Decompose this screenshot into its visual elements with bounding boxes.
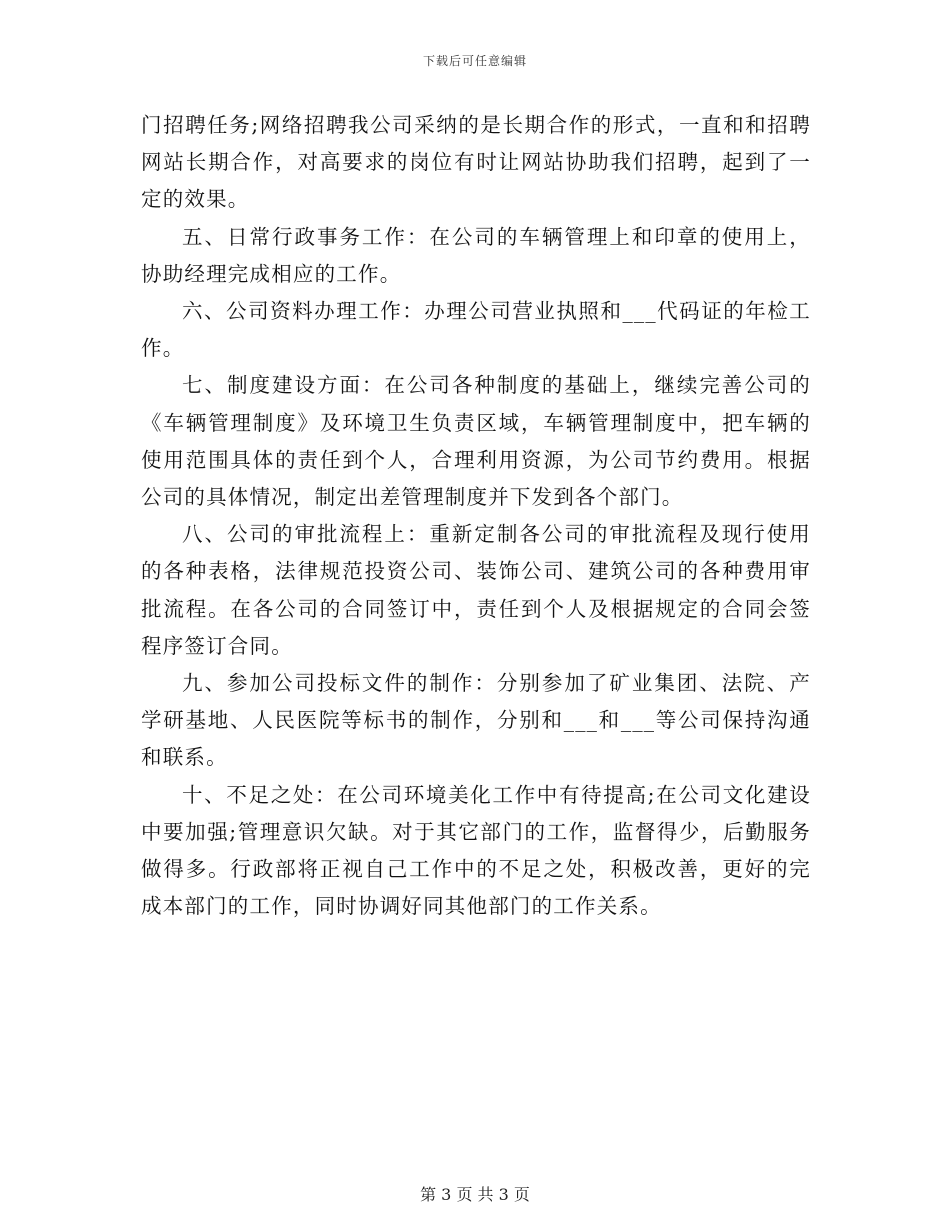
page-number: 第 3 页 共 3 页 [420, 1185, 530, 1204]
paragraph-section-7: 七、制度建设方面：在公司各种制度的基础上，继续完善公司的《车辆管理制度》及环境卫生负责区域，车辆管理制度中，把车辆的使用范围具体的责任到个人，合理利用资源，为公司节约费用。根据公司的具体情况，制定出差管理制度并下发到各个部门。 [141, 373, 811, 510]
paragraph-section-9: 九、参加公司投标文件的制作：分别参加了矿业集团、法院、产学研基地、人民医院等标书的制作，分别和___和___等公司保持沟通和联系。 [141, 671, 811, 770]
paragraph-section-10: 十、不足之处：在公司环境美化工作中有待提高;在公司文化建设中要加强;管理意识欠缺。对于其它部门的工作，监督得少，后勤服务做得多。行政部将正视自己工作中的不足之处，积极改善，更好的完成本部门的工作，同时协调好同其他部门的工作关系。 [141, 782, 811, 919]
paragraph-section-6: 六、公司资料办理工作：办理公司营业执照和___代码证的年检工作。 [141, 299, 811, 361]
paragraph-section-8: 八、公司的审批流程上：重新定制各公司的审批流程及现行使用的各种表格，法律规范投资公司、装饰公司、建筑公司的各种费用审批流程。在各公司的合同签订中，责任到个人及根据规定的合同会签程序签订合同。 [141, 522, 811, 658]
page-header: 下载后可任意编辑 [422, 54, 527, 68]
paragraph-section-5: 五、日常行政事务工作：在公司的车辆管理上和印章的使用上，协助经理完成相应的工作。 [141, 224, 811, 286]
paragraph-recruitment-continued: 门招聘任务;网络招聘我公司采纳的是长期合作的形式，一直和和招聘网站长期合作，对高要求的岗位有时让网站协助我们招聘，起到了一定的效果。 [141, 113, 811, 212]
document-body [141, 107, 811, 925]
